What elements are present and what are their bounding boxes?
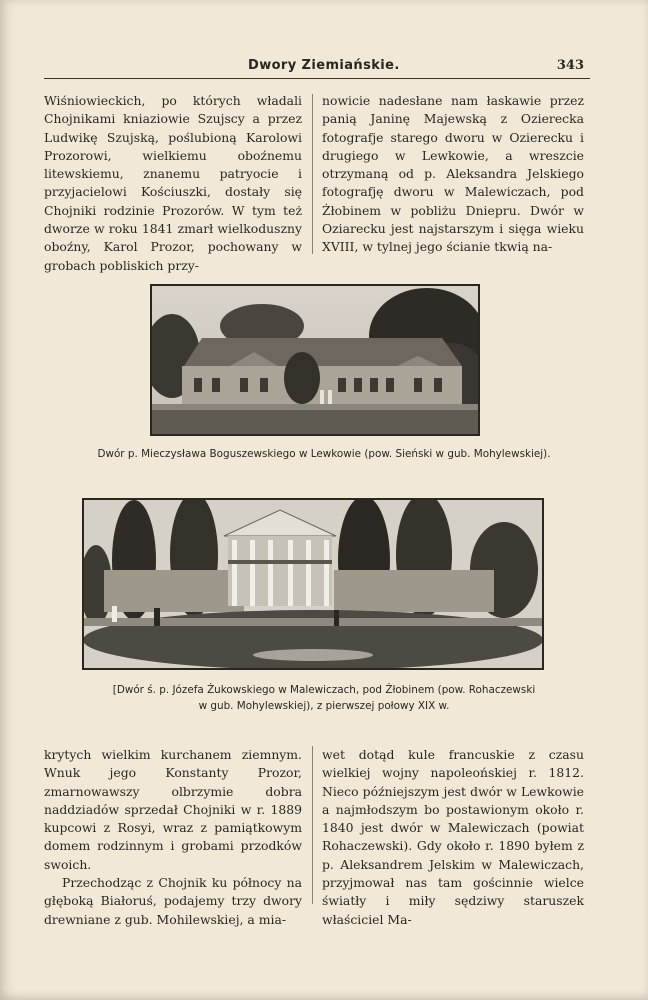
page-number: 343 bbox=[556, 58, 584, 73]
photo-manor-malewicze-caption bbox=[40, 682, 608, 714]
photo-manor-malewicze-image bbox=[84, 500, 542, 668]
bottom-left-paragraph-1: krytych wielkim kurchanem ziemnym. Wnuk jego Konstanty Prozor, zmarnowawszy olbrzymie dobra naddziadów sprzedał Chojniki w r. 1889 kupcowi z Rosyi, wraz z pamiątkowym domem rodzinnym i grobami przodków swoich. bbox=[44, 747, 302, 872]
header-rule bbox=[44, 78, 590, 79]
running-header-title: Dwory Ziemiańskie. bbox=[248, 58, 400, 73]
bottom-column-divider bbox=[312, 746, 313, 904]
photo-manor-malewicze-caption-line-2: w gub. Mohylewskiej), z pierwszej połowy XIX w. bbox=[198, 700, 450, 712]
bottom-left-column bbox=[44, 746, 302, 929]
top-left-column bbox=[44, 92, 302, 275]
top-right-text: nowicie nadesłane nam łaskawie przez panią Janinę Majewską z Ozierecka fotografje starego dworu w Ozierecku i drugiego w Lewkowie, a wreszcie otrzymaną od p. Aleksandra Jelskiego fotografję dworu w Malewiczach, pod Żłobinem w pobliżu Dniepru. Dwór w Oziarecku jest najstarszym i sięga wieku XVIII, w tylnej jego ścianie tkwią na- bbox=[322, 93, 584, 255]
photo-manor-malewicze bbox=[82, 498, 544, 670]
photo-manor-malewicze-caption-line-1: [Dwór ś. p. Józefa Żukowskiego w Malewiczach, pod Żłobinem (pow. Rohaczewski bbox=[112, 684, 536, 696]
photo-manor-lewkow-image bbox=[152, 286, 478, 434]
top-right-column bbox=[322, 92, 584, 257]
bottom-right-column bbox=[322, 746, 584, 929]
bottom-left-paragraph-2: Przechodząc z Chojnik ku północy na głęboką Białoruś, podajemy trzy dwory drewniane z gub. Mohilewskiej, a mia- bbox=[44, 875, 302, 927]
top-column-divider bbox=[312, 94, 313, 254]
photo-manor-lewkow-caption: Dwór p. Mieczysława Boguszewskiego w Lewkowie (pow. Sieński w gub. Mohylewskiej). bbox=[97, 448, 551, 460]
photo-manor-lewkow bbox=[150, 284, 480, 436]
bottom-right-paragraph-1: wet dotąd kule francuskie z czasu wielkiej wojny napoleońskiej r. 1812. Nieco późniejszym jest dwór w Lewkowie a najmłodszym bo postawionym około r. 1840 jest dwór w Malewiczach (powiat Rohaczewski). Gdy około r. 1890 byłem z p. Aleksandrem Jelskim w Malewiczach, przyjmował nas tam gościnnie wielce światły i miły sędziwy staruszek właściciel Ma- bbox=[322, 747, 584, 927]
top-left-text: Wiśniowieckich, po których władali Chojnikami kniaziowie Szujscy a przez Ludwikę Szujską, poślubioną Karolowi Prozorowi, wielkiemu oboźnemu litewskiemu, znanemu patryocie i przyjacielowi Kościuszki, dostały się Chojniki rodzinie Prozorów. W tym też dworze w roku 1841 zmarł wielkoduszny oboźny, Karol Prozor, pochowany w grobach pobliskich przy- bbox=[44, 93, 302, 273]
